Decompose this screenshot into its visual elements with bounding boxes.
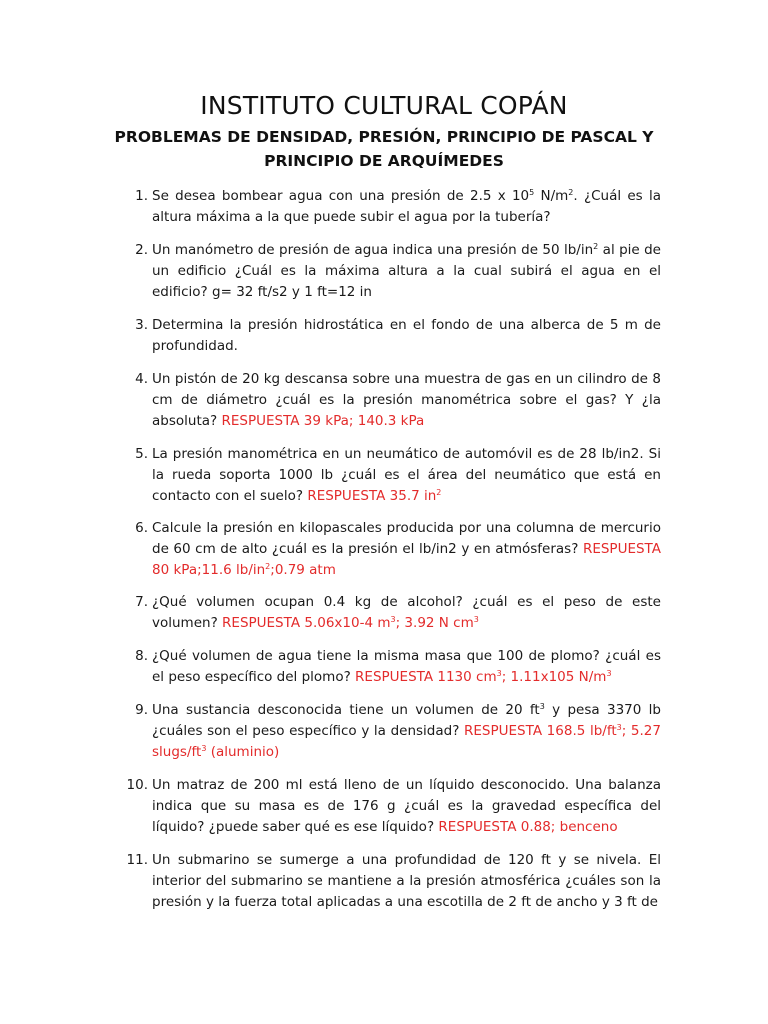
answer-text: ; 3.92 N cm	[395, 615, 474, 631]
superscript: 2	[593, 242, 599, 251]
answer-text: (aluminio)	[206, 744, 280, 760]
answer-text: RESPUESTA 0.88; benceno	[438, 819, 618, 835]
answer-superscript: 2	[265, 562, 271, 571]
question-text: Un submarino se sumerge a una profundidad de 120 ft y se nivela. El interior del submarino se mantiene a la presión atmosférica ¿cuáles son la presión y la fuerza total aplicadas a una escotilla de 2 ft de ancho y 3 ft de	[152, 852, 661, 910]
problem-text	[152, 775, 661, 838]
answer-text: ;0.79 atm	[270, 562, 336, 578]
answer-superscript: 3	[390, 615, 396, 624]
answer-superscript: 2	[436, 488, 442, 497]
problem-number: 4.	[135, 371, 148, 387]
question-text: Un manómetro de presión de agua indica una presión de 50 lb/in	[152, 242, 594, 258]
problem-text	[152, 850, 661, 913]
answer-text: RESPUESTA 168.5 lb/ft	[464, 723, 617, 739]
answer-text: ; 1.11x105 N/m	[501, 669, 607, 685]
answer-superscript: 3	[473, 615, 479, 624]
problem-text	[152, 186, 661, 228]
problem-text	[152, 369, 661, 432]
problem-number: 5.	[135, 446, 148, 462]
problem-number: 7.	[135, 594, 148, 610]
question-text: al pie de un edificio ¿Cuál es la máxima altura a la cual subirá el agua en el edificio? g= 32 ft/s2 y 1 ft=12 in	[152, 242, 661, 300]
problem-text	[152, 240, 661, 303]
problem-text	[152, 444, 661, 507]
question-text: Calcule la presión en kilopascales producida por una columna de mercurio de 60 cm de alto ¿cuál es la presión el lb/in2 y en atmósferas?	[152, 520, 661, 557]
problem-number: 3.	[135, 317, 148, 333]
superscript: 2	[568, 188, 574, 197]
document-subtitle: PROBLEMAS DE DENSIDAD, PRESIÓN, PRINCIPIO DE PASCAL Y PRINCIPIO DE ARQUÍMEDES	[114, 128, 654, 170]
answer-text: RESPUESTA 35.7 in	[307, 488, 437, 504]
answer-text: RESPUESTA 39 kPa; 140.3 kPa	[221, 413, 425, 429]
answer-superscript: 3	[201, 744, 207, 753]
document-title: INSTITUTO CULTURAL COPÁN	[200, 91, 568, 120]
problem-number: 10.	[126, 777, 148, 793]
question-text: Se desea bombear agua con una presión de 2.5 x 10	[152, 188, 530, 204]
superscript: 5	[529, 188, 535, 197]
problem-text	[152, 592, 661, 634]
problem-number: 6.	[135, 520, 148, 536]
question-text: y pesa 3370 lb ¿cuáles son el peso específico y la densidad?	[152, 702, 662, 739]
problem-text	[152, 700, 661, 763]
answer-superscript: 3	[496, 669, 502, 678]
problem-number: 11.	[126, 852, 148, 868]
problem-text	[152, 646, 661, 688]
problem-number: 1.	[135, 188, 148, 204]
answer-superscript: 3	[616, 723, 622, 732]
problem-text	[152, 315, 661, 357]
problem-number: 8.	[135, 648, 148, 664]
question-text: N/m	[534, 188, 569, 204]
question-text: ¿Qué volumen de agua tiene la misma masa que 100 de plomo? ¿cuál es el peso específico del plomo?	[152, 648, 661, 685]
question-text: Determina la presión hidrostática en el fondo de una alberca de 5 m de profundidad.	[152, 317, 661, 354]
problem-number: 9.	[135, 702, 148, 718]
answer-superscript: 3	[606, 669, 612, 678]
problem-number: 2.	[135, 242, 148, 258]
question-text: Un pistón de 20 kg descansa sobre una muestra de gas en un cilindro de 8 cm de diámetro ¿cuál es la presión manométrica sobre el gas? Y ¿la absoluta?	[152, 371, 661, 429]
answer-text: RESPUESTA 1130 cm	[355, 669, 497, 685]
superscript: 3	[539, 702, 545, 711]
answer-text: ; 5.27 slugs/ft	[152, 723, 661, 760]
problem-text	[152, 518, 661, 581]
question-text: ¿Qué volumen ocupan 0.4 kg de alcohol? ¿cuál es el peso de este volumen?	[152, 594, 661, 631]
question-text: Una sustancia desconocida tiene un volumen de 20 ft	[152, 702, 540, 718]
answer-text: RESPUESTA 5.06x10-4 m	[222, 615, 391, 631]
question-text: . ¿Cuál es la altura máxima a la que puede subir el agua por la tubería?	[152, 188, 661, 225]
answer-text: RESPUESTA 80 kPa;11.6 lb/in	[152, 541, 661, 578]
question-text: Un matraz de 200 ml está lleno de un líquido desconocido. Una balanza indica que su masa es de 176 g ¿cuál es la gravedad específica del líquido? ¿puede saber qué es ese líquido?	[152, 777, 661, 835]
question-text: La presión manométrica en un neumático de automóvil es de 28 lb/in2. Si la rueda soporta 1000 lb ¿cuál es el área del neumático que está en contacto con el suelo?	[152, 446, 661, 504]
